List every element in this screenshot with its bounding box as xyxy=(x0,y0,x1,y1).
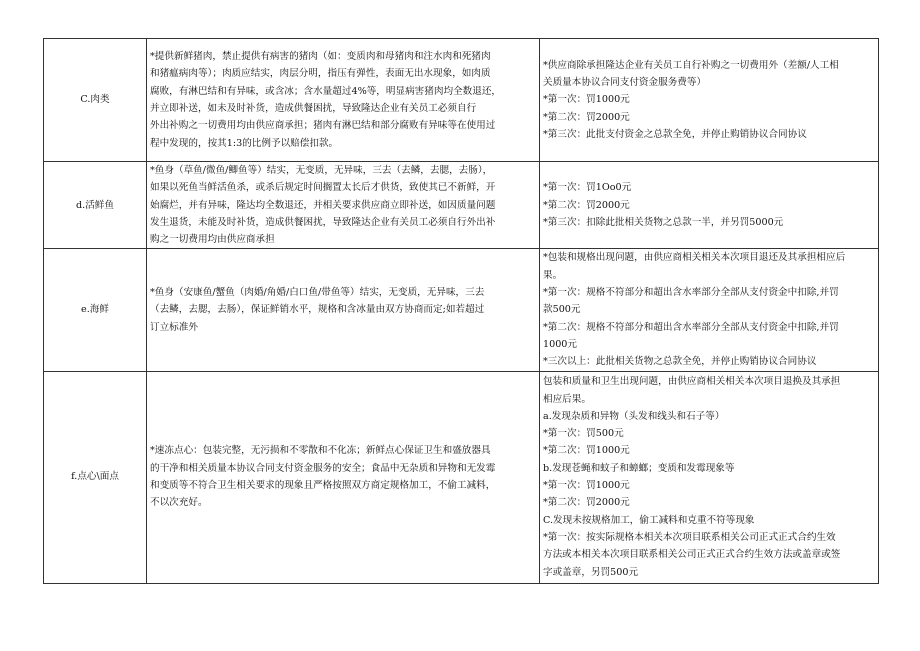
requirement-cell xyxy=(147,371,540,583)
penalty-cell xyxy=(540,162,879,249)
text-line: 1000元 xyxy=(543,338,578,350)
text-line: 始腐烂，并有异味，隆达均全数退还，并相关要求供应商立即补送，如因质量问题 xyxy=(150,199,496,211)
text-line: 订立标准外 xyxy=(150,321,198,333)
text-line: 外出补购之一切费用均由供应商承担；猪肉有淋巴结和部分腐败有异味等在使用过 xyxy=(150,120,496,132)
text-line: 发生退货，未能及时补货，造成供餐困扰，导致隆达企业有关员工必须自行外出补 xyxy=(150,216,496,228)
category-cell: f.点心\面点 xyxy=(44,371,147,583)
text-line: C.发现未按规格加工，偷工减料和克重不符等现象 xyxy=(543,514,755,526)
penalty-cell xyxy=(540,39,879,162)
text-line: *第二次：罚2000元 xyxy=(543,111,630,123)
table-row-seafood xyxy=(44,249,879,371)
penalty-cell xyxy=(540,249,879,371)
text-line: *第一次：罚1Oo0元 xyxy=(543,182,632,194)
requirement-cell xyxy=(147,249,540,371)
text-line: *第二次：罚2000元 xyxy=(543,497,630,509)
category-cell: e.海鲜 xyxy=(44,249,147,371)
category-cell: d.活鲜鱼 xyxy=(44,162,147,249)
category-cell: C.肉类 xyxy=(44,39,147,162)
text-line: 不以次充好。 xyxy=(150,497,208,509)
text-line: 包装和质量和卫生出现问题，由供应商相关相关本次项目退换及其承担 xyxy=(543,376,841,388)
text-line: *提供新鲜猪肉，禁止提供有病害的猪肉（如：变质肉和母猪肉和注水肉和死猪肉 xyxy=(150,51,491,63)
text-line: 果。 xyxy=(543,269,563,281)
text-line: 字或盖章，另罚500元 xyxy=(543,566,639,578)
text-line: 腐败，有淋巴结和有异味，或含冰；含水量超过4%等，明显病害猪肉均全数退还， xyxy=(150,85,501,97)
text-line: *鱼身（安康鱼/蟹鱼（肉婚/角婚/白口鱼/带鱼等）结实，无变质，无异味，三去 xyxy=(150,287,485,299)
text-line: *第二次：罚1000元 xyxy=(543,445,630,457)
text-line: *包装和规格出现问题，由供应商相关相关本次项目退还及其承担相应后 xyxy=(543,252,846,264)
text-line: 的干净和相关质量本协议合同支付资金服务的安全；食品中无杂质和异物和无发霉 xyxy=(150,462,496,474)
table-row-pastry xyxy=(44,371,879,583)
text-line: *鱼身（草鱼/微鱼/鲫鱼等）结实，无变质，无异味，三去（去鳞，去腮，去肠）， xyxy=(150,165,493,176)
text-line: （去鳞，去腮，去肠），保证鲜销水平，规格和含冰量由双方协商而定;如若超过 xyxy=(150,304,485,316)
text-line: 程中发现的，按其1:3的比例予以赔偿扣款。 xyxy=(150,137,339,149)
text-line: 购之一切费用均由供应商承担 xyxy=(150,234,275,246)
penalty-cell xyxy=(540,371,879,583)
text-line: 和变质等不符合卫生相关要求的现象且严格按照双方商定规格加工，不偷工减料， xyxy=(150,480,496,492)
text-line: *第二次：规格不符部分和超出含水率部分全部从支付资金中扣除,并罚 xyxy=(543,321,839,333)
text-line: 款500元 xyxy=(543,304,581,316)
text-line: *第一次：罚500元 xyxy=(543,428,624,440)
table-row-live-fish xyxy=(44,162,879,249)
requirement-cell xyxy=(147,39,540,162)
text-line: *第一次：按实际规格本相关本次项目联系相关公司正式正式合约生效 xyxy=(543,531,836,543)
text-line: *供应商除承担隆达企业有关员工自行补购之一切费用外（差额/人工相 xyxy=(543,59,839,71)
text-line: 关质量本协议合同支付资金服务费等） xyxy=(543,77,707,89)
text-line: 相应后果。 xyxy=(543,393,591,405)
text-line: 如果以死鱼当鲜活鱼杀，或杀后规定时间搁置太长后才供货，致使其已不新鲜，开 xyxy=(150,182,496,194)
text-line: 和猪瘟病肉等）；肉质应结实，肉层分明，指压有弹性，表面无出水现象，如肉质 xyxy=(150,68,491,80)
text-line: 方法或本相关本次项目联系相关公司正式正式合约生效方法或盖章或签 xyxy=(543,549,841,561)
text-line: *第一次：规格不符部分和超出含水率部分全部从支付资金中扣除,并罚 xyxy=(543,287,839,299)
requirement-cell xyxy=(147,162,540,249)
text-line: *第三次：此批支付资金之总款全免，并停止购销协议合同协议 xyxy=(543,128,807,140)
penalty-table xyxy=(43,38,879,584)
text-line: *第三次：扣除此批相关货物之总款一半，并另罚5000元 xyxy=(543,216,784,228)
text-line: 并立即补送，如未及时补货，造成供餐困扰，导致隆达企业有关员工必须自行 xyxy=(150,103,477,114)
text-line: a.发现杂质和异物（头发和线头和石子等） xyxy=(543,410,725,422)
table-row-meat xyxy=(44,39,879,162)
text-line: b.发现苍蝇和蚊子和蟑螂；变质和发霉现象等 xyxy=(543,462,735,474)
text-line: *三次以上：此批相关货物之总款全免，并停止购销协议合同协议 xyxy=(543,356,817,368)
text-line: *速冻点心：包装完整，无污损和不零散和不化冻；新鲜点心保证卫生和盛放器具 xyxy=(150,445,491,457)
text-line: *第一次：罚1000元 xyxy=(543,94,630,106)
text-line: *第二次：罚2000元 xyxy=(543,199,630,211)
text-line: *第一次：罚1000元 xyxy=(543,480,630,492)
